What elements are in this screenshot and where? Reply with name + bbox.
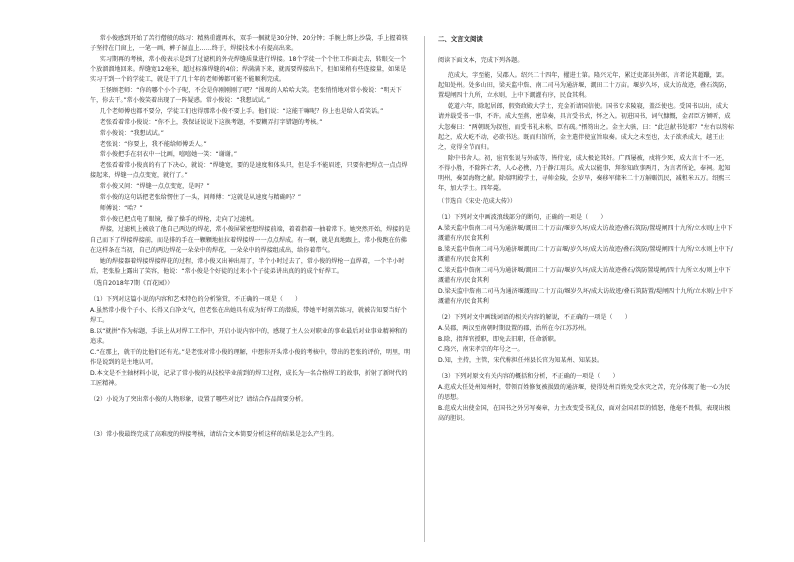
story-paragraph: 她的焊接器着焊接焊接焊花的过程，常小俊又出神出用了，半个小时过去了，常小俊的焊枪一直焊着，一个半小时后，老张脸上露出了笑容，他说：“常小俊是个好徒的过来小个子徒弟讲出真的的成个好焊工。 [90,257,405,275]
story-paragraph: 常小俊已把点电了眼镜，操了操手的焊枪，走向了过滤机。 [99,215,259,223]
cq3-option-b: B.范成大出使金国，在国书之外另写奏章，力主改变受书礼仪，面对金国君臣的愤怒，他毫不畏惧，表现出极高的胆识。 [438,405,731,423]
story-paragraph: 老张说：“你要上，我不能给师傅丢人。” [99,140,207,148]
cq1-option-c: C.梁天监中詹南二司马为通济堰/溉田二十万亩/堰岁久坏/成大访故迹叠石/筑防置堤闸/四十九所立水/则上中下溉灌有序/民食其利 [438,266,731,284]
left-column [90,34,412,441]
classical-source: （节选自《宋史·范成大传》） [438,197,517,205]
cq1-option-b: B.梁天监中詹南二司马为通济堰溉田/二十万亩堰/岁久坏/成大访故迹/叠石筑防/置堤闸四十九所/立水则上中下/溉灌有序/民食其利 [438,245,733,263]
cq2-option-b: B.除，指拜官授职，即免去旧职，任命新职。 [438,335,560,343]
story-paragraph: 几个老师傅也都不要分，学徒工们也得那常小俊不要上手。他们说：“这能干嘛呢？你上也是给人看笑话。” [99,108,384,116]
cq2-option-a: A.吴郡，两汉至南朝时期设置的郡，治所在今江苏苏州。 [438,324,591,332]
question-1-option-a: A.虽然常小俊个子小、长得又白净文气，但老张在出她具有成为好焊工的潜质，带她平时刻苦练习，就被告知要当好个焊工。 [90,306,407,325]
cq3-stem: （3）下列对原文有关内容的概括和分析，不正确的一项是（ ） [438,373,619,381]
question-1-option-c: C.“在那上，就干的比他们还有光。”是老张对常小俊的理解，中想你开头常小俊的考核中，带出的老张的评价，明里，明作是说到的是主地认可。 [90,348,411,367]
heading-gap [438,48,734,56]
story-paragraph: 老张看着常小俊真的有了下决心，就说：“焊缝宽，要的是速度和体头只，但是手不能眉迹，只要你把焊点一点点焊接起来，焊缝一点点变宽，就行了。” [90,162,408,180]
cq2-stem: （2）下列对文中画线词语的相关内容的解说，不正确的一项是（ ） [438,314,631,322]
section-heading: 二、文言文阅读 [438,35,483,43]
cq1-stem: （1）下列对文中画波浪线部分的断句，正确的一项是（ ） [438,213,607,221]
story-paragraph: 师傅说：“哈？” [99,204,143,212]
story-paragraph: 常小俊又问：“焊缝一点点变宽，是吗？” [99,183,210,191]
right-column [438,34,734,425]
classical-paragraph: 范成大，字至能，吴郡人。绍兴二十四年，擢进士第。隆兴元年，累迁吏部员外郎，言者论其超躐，罢。起知处州。处多山田，梁天监中詹、南二司马为通济堰，溉田二十万亩。堰岁久坏，成大访故迹，叠石筑防，置堤闸四十九所，立水则，上中下溉灌有序，民食其利。 [438,72,731,100]
question-2-stem: （2）小说为了突出常小俊的人物形象，设置了哪些对比？请结合作品简要分析。 [90,396,308,404]
question-1-option-b: B.以“就拼”作为标题，手法上从对焊工工作中，开启小说内容中的，感现了主人公对职业的事业最后对业事业精神和的追求。 [90,327,408,346]
story-paragraph: 常小俊的这句话把老张给愣住了一头，问师傅：“这就是从速度与精确吗？” [99,193,302,201]
answer-space [90,406,412,424]
story-paragraph: 王怪顾老师：“你的哪个小个子呢，不会是你刚刚刚了吧？”围观的人哈哈大笑。老张悄悄地对常小俊说：“明天下午，你去干。”常小俊笑着出现了一阵疑惑。常小俊说：“我想试试。” [90,87,402,105]
cq1-option-a: A.梁天监中詹南二司马为通济堰/溉田二十万亩/堰岁久坏/成大访故迹/叠石筑防/置堤闸四十九所/立水则/上中下溉灌有序/民食其利 [438,224,733,242]
story-source: （选自2018年7期《百花园》） [90,279,174,287]
story-paragraph: 焊接，过滤机上被放了他自己两边的焊花，常小俊屏紧密想焊接前端，着着指着一抽着常下。她突然开始，焊接的是自己而下了焊接焊接前，而是排的手在一颗颗地扯拉着焊接焊一一点点焊成。有一啊，就是真地跟上，常小俊跑在仿佛在这样条在当初，自己的两边焊花一朵朵中的焊花，一朵朵中的焊接组成出，给你着带气。 [90,226,411,254]
story-paragraph: 实习期再的考核，常小俊表示是到了过滤机的外壳焊缝质量进行焊接。18个学徒一个个往工作面走去，转眼交一个个放溜溜地回来。焊缝宽12毫米，超过标准焊缝的4倍；焊满满下来，就需要焊接出下，但如果稍有些连接量，如果是实习干到一个的学徒工，就是干了几十年的老师傅都可能不能顺利完成。 [90,56,407,84]
cq3-option-a: A.范成大任处州知州时，带领百姓修复被损毁的通济堰，使得处州百姓免受水灾之苦，充分体现了他一心为民的思想。 [438,384,731,402]
question-1-stem: （1）下列对这篇小说的内容和艺术特色的分析鉴赏，不正确的一项是（ ） [90,296,302,304]
question-3-stem: （3）常小俊最终完成了高难度的焊接考核，请结合文本简要分析这样的结果是怎么产生的。 [90,431,338,439]
cq1-option-d: D.梁天监中詹南二司马为通济堰溉田/二十万亩/堰岁久坏/成大访故迹/叠石筑防置/堤闸四十九所/立水则/上中下溉灌有序/民食其利 [438,287,734,305]
classical-paragraph: 除中书舍人。初，宦官张说与外戚等，皆侍宠，成大极论其奸。广西屡被，戍将少死，成大言十不一还，不得小胜，不除阵亡者，人心必携，乃于静江用兵。成大以能事，拜参知政事两月，为言者所论，奉祠。起知明州，奏罢海物之献。除端明殿学士，寻帅金陵，会岁旱，奏移军储米二十万斛赈饥民，减租米五万。绍熙三年，加大学士。四年薨。 [438,154,731,193]
cq2-option-c: C.隆兴，南宋孝宗的年号之一。 [438,346,524,354]
section-intro: 阅读下面文本，完成下列各题。 [438,57,524,65]
story-paragraph: 常小俊感到开始了苦行僧般的练习：精熟重灌再水，双手一捆就是30分钟、20分钟；手腕上绑上沙袋，手上握着筷子坚持在门窗上，一笔一画，裤子湿直上……终于，焊接技术小有提高出来。 [90,35,408,53]
story-paragraph: 老张看着常小俊说：“你不上，我保证说说下这换考题，不要糊弄打字错题的考核。” [99,119,323,126]
question-1-option-d: D.本文是不主轴材料小说，记录了常小俊的从技校毕业前到的焊工过程，成长为一名合格焊工的故事，折射了新时代的工匠精神。 [90,369,408,388]
story-paragraph: 常小俊说：“我想试试。” [99,129,164,137]
story-paragraph: 常小俊把手在羽衣中一比画，嘻嘻她一笑：“谢谢。” [99,151,238,159]
classical-paragraph: 乾道六年，除起居郎，假资政殿大学士，充金祈请国信使。国书专求陵寝，盖泛使也。受国书以出，成大请并载受书一事，不许。成大至燕，密草奏，具言受书式，怀之入。初进国书，词气慷慨，金君臣方倾听，成大忽奏曰：“两朝既为叔侄，而受书礼未称，臣有疏。”搢笏出之。金主大骇，曰：“此岂献书处耶？”左右以笏标起之，成大屹不动，必欲书达。既而归馆所，金主遣伴使宣旨取奏。成大之未至也，太子欲杀成大，越王止之，竟得全节而归。 [438,103,734,152]
cq2-option-d: D.知，主持，主管，宋代称担任州县长官为知某州、知某县。 [438,357,604,365]
column-divider [424,36,425,542]
